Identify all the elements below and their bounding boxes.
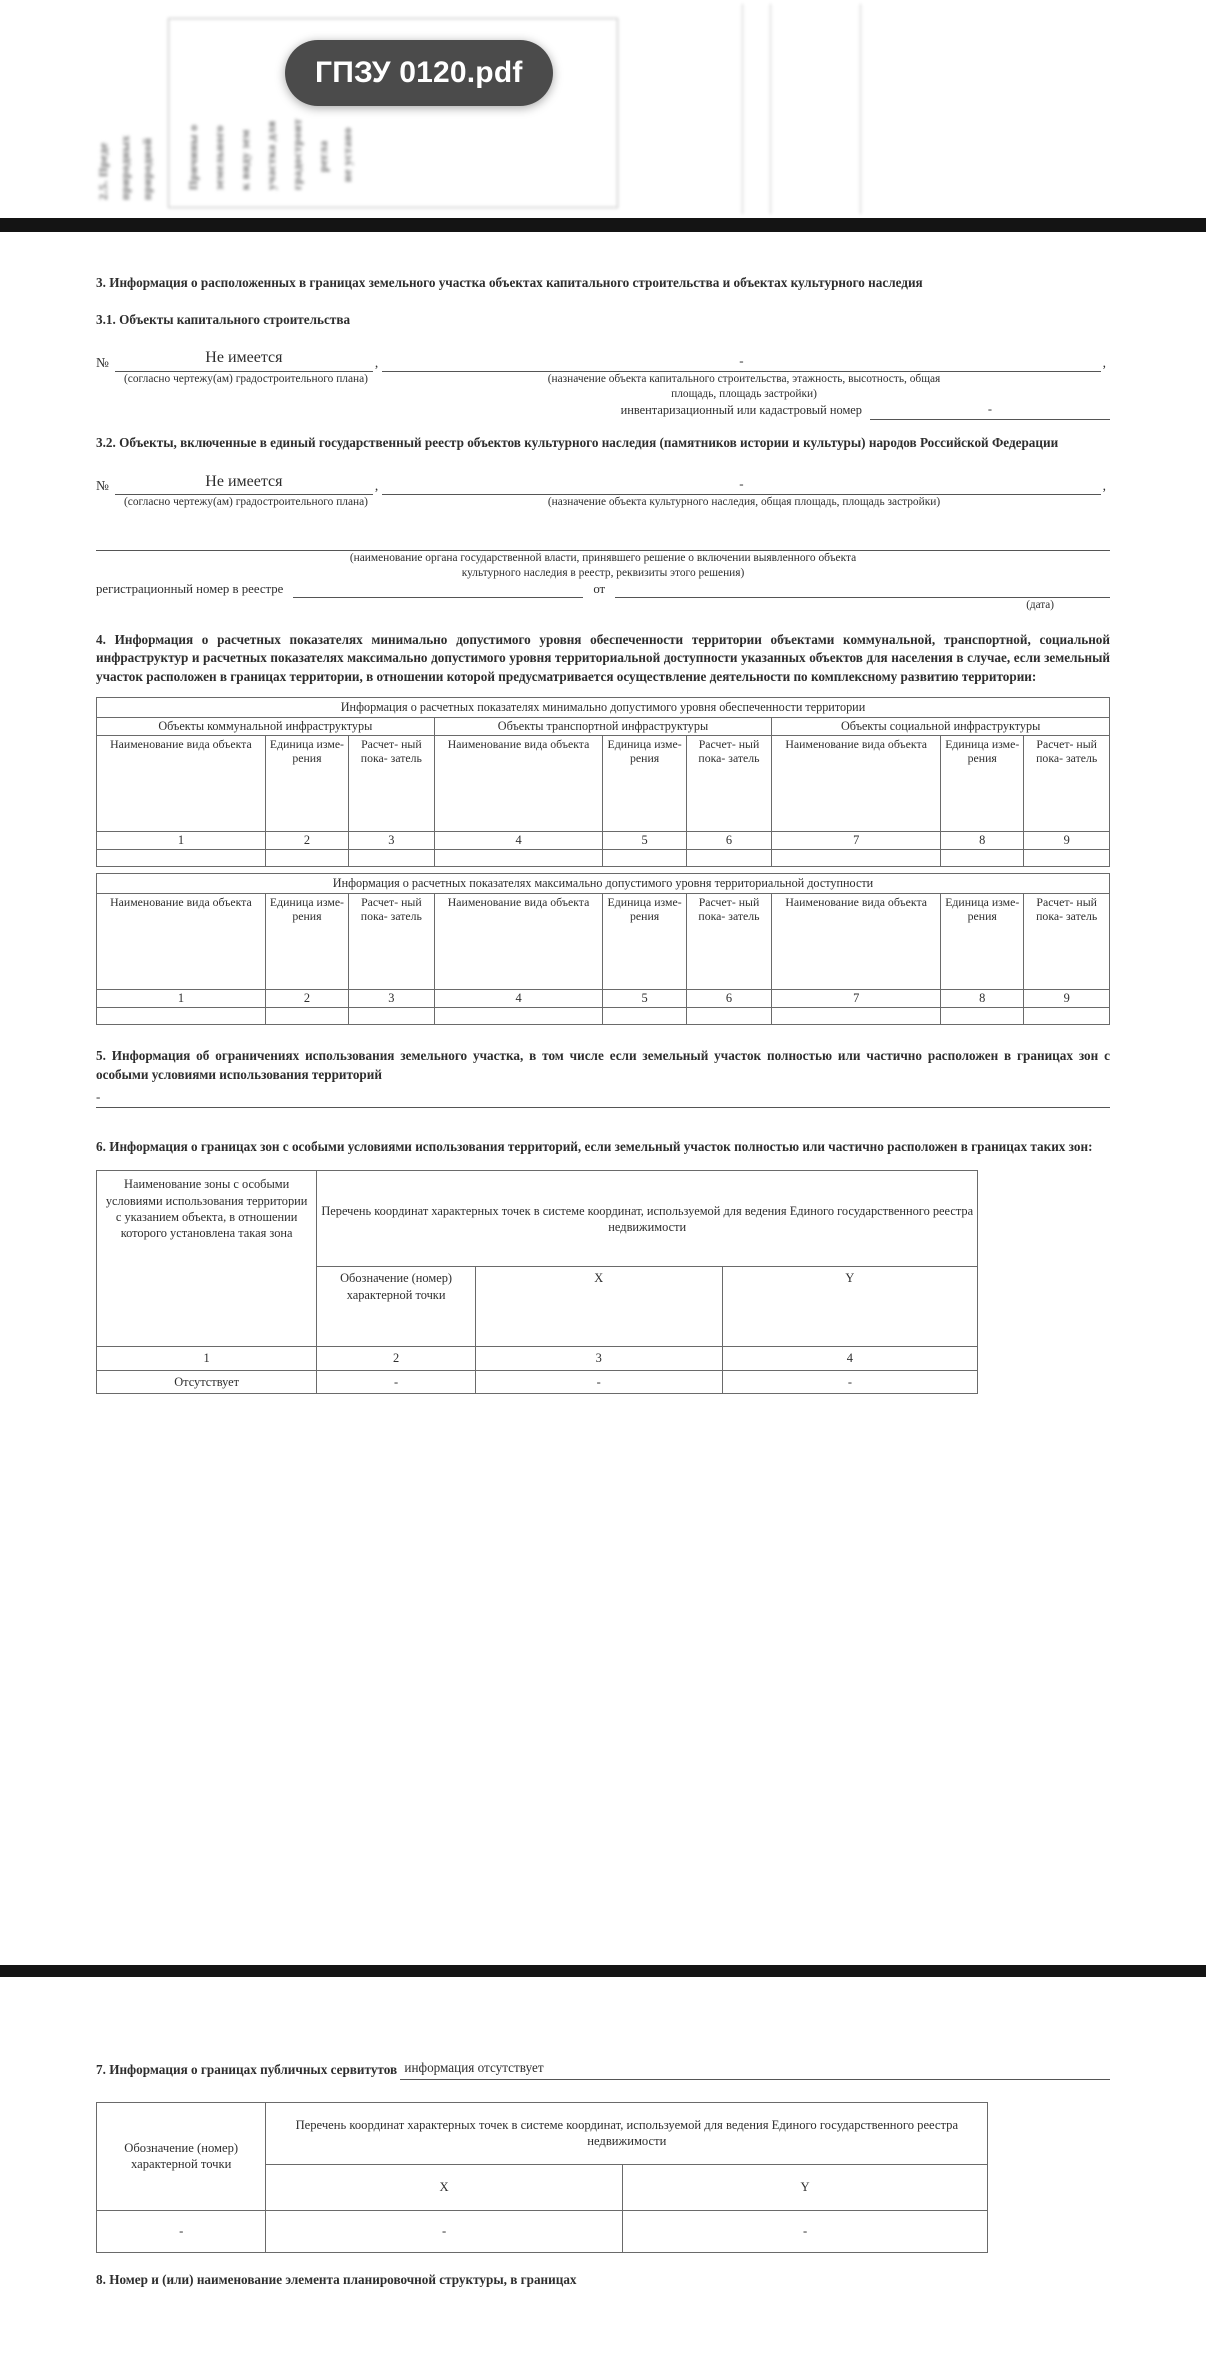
min-col-header-1: Единица изме- рения xyxy=(265,735,348,831)
section-7-tail-rule xyxy=(548,2079,1110,2080)
max-num-4: 5 xyxy=(603,989,686,1007)
section-5-heading: 5. Информация об ограничениях использования земельного участка, в том числе если земельный участок полностью или частично расположен в границах зон с особыми условиями использования территорий xyxy=(96,1047,1110,1082)
page-gap-1 xyxy=(0,218,1206,232)
page-1-rot-label-4: земельного xyxy=(212,125,226,190)
caption-3-2-right: (назначение объекта культурного наследия, общая площадь, площадь застройки) xyxy=(547,496,941,509)
max-col-header-6: Наименование вида объекта xyxy=(772,893,941,989)
max-num-3: 4 xyxy=(434,989,603,1007)
page-1-faint-content xyxy=(0,0,1206,220)
min-col-header-7: Единица изме- рения xyxy=(941,735,1024,831)
servitude-cell-0-2: - xyxy=(622,2210,987,2252)
min-group-1: Объекты транспортной инфраструктуры xyxy=(434,717,772,735)
max-indicators-table xyxy=(96,873,1110,1025)
zone-num-1: 2 xyxy=(317,1347,476,1370)
caption-3-1-right-line1: (назначение объекта капитального строительства, этажность, высотность, общая xyxy=(547,373,941,386)
zone-cell-0-1: - xyxy=(317,1370,476,1393)
max-table-band-title: Информация о расчетных показателях максимально допустимого уровня территориальной доступности xyxy=(97,873,1110,893)
page-1-rot-label-5: к виду зем xyxy=(238,129,252,190)
table-row xyxy=(97,831,1110,849)
max-empty-cell xyxy=(434,1007,603,1024)
max-empty-cell xyxy=(603,1007,686,1024)
authority-caption-line1: (наименование органа государственной власти, принявшего решение о включении выявленного объекта xyxy=(349,552,857,565)
comma-end-3-1: , xyxy=(1102,355,1106,371)
max-col-header-8: Расчет- ный пока- затель xyxy=(1024,893,1110,989)
comma-3-2: , xyxy=(374,478,379,494)
servitude-cell-0-0: - xyxy=(97,2210,266,2252)
max-col-header-0: Наименование вида объекта xyxy=(97,893,266,989)
servitude-cell-0-1: - xyxy=(266,2210,623,2252)
inventory-number-line xyxy=(96,401,1110,420)
registry-from-label: от xyxy=(593,582,606,597)
caption-3-1-left: (согласно чертежу(ам) градостроительного плана) xyxy=(124,373,368,386)
zone-cell-0-3: - xyxy=(722,1370,978,1393)
min-num-2: 3 xyxy=(349,831,435,849)
min-empty-cell xyxy=(941,849,1024,866)
page-1-rot-label-3: Причины о xyxy=(186,124,200,190)
page-1-col-rule-2 xyxy=(770,4,771,214)
min-empty-cell xyxy=(603,849,686,866)
registry-number-line xyxy=(96,580,1110,598)
page-1-rot-label-9: не устано xyxy=(340,127,354,182)
servitude-coordinates-table xyxy=(96,2102,988,2253)
max-num-5: 6 xyxy=(686,989,772,1007)
number-sign-3-1: № xyxy=(96,355,109,371)
min-group-0: Объекты коммунальной инфраструктуры xyxy=(97,717,435,735)
zone-cell-0-2: - xyxy=(475,1370,722,1393)
min-col-header-0: Наименование вида объекта xyxy=(97,735,266,831)
page-1-rot-label-2: природной xyxy=(140,137,154,200)
page-1-rot-label-1: природных xyxy=(118,135,132,200)
filename-toast xyxy=(285,40,553,106)
zone-num-0: 1 xyxy=(97,1347,317,1370)
max-empty-cell xyxy=(941,1007,1024,1024)
min-col-header-8: Расчет- ный пока- затель xyxy=(1024,735,1110,831)
min-empty-cell xyxy=(97,849,266,866)
table-row xyxy=(97,717,1110,735)
max-col-header-3: Наименование вида объекта xyxy=(434,893,603,989)
page-1-rot-label-7: градостроит xyxy=(290,118,304,190)
min-num-8: 9 xyxy=(1024,831,1110,849)
zone-sub-header-2: Y xyxy=(722,1267,978,1347)
max-num-6: 7 xyxy=(772,989,941,1007)
table-row xyxy=(97,1370,978,1393)
pdf-page-1 xyxy=(0,0,1206,220)
inventory-number-value: - xyxy=(870,401,1110,420)
table-row xyxy=(97,989,1110,1007)
max-col-header-4: Единица изме- рения xyxy=(603,893,686,989)
comma-3-1: , xyxy=(374,355,379,371)
min-table-band-title: Информация о расчетных показателях минимально допустимого уровня обеспеченности территории xyxy=(97,697,1110,717)
zones-coordinates-table xyxy=(96,1170,978,1393)
section-6-heading: 6. Информация о границах зон с особыми условиями использования территорий, если земельный участок полностью или частично расположен в границах таких зон: xyxy=(96,1138,1093,1154)
min-empty-cell xyxy=(772,849,941,866)
min-num-4: 5 xyxy=(603,831,686,849)
number-sign-3-2: № xyxy=(96,478,109,494)
zone-sub-header-1: X xyxy=(475,1267,722,1347)
max-empty-cell xyxy=(686,1007,772,1024)
capital-objects-purpose-value: - xyxy=(382,352,1100,372)
section-3-1-heading: 3.1. Объекты капитального строительства xyxy=(96,311,351,327)
zone-col1-header: Наименование зоны с особыми условиями использования территории с указанием объекта, в отношении которого установлена такая зона xyxy=(97,1171,317,1347)
table-row xyxy=(97,2102,988,2164)
caption-3-1-right-line2: площадь, площадь застройки) xyxy=(671,387,817,400)
min-empty-cell xyxy=(1024,849,1110,866)
min-col-header-3: Наименование вида объекта xyxy=(434,735,603,831)
section-3-2-heading: 3.2. Объекты, включенные в единый государственный реестр объектов культурного наследия (памятников истории и культуры) народов Российской Федерации xyxy=(96,434,1059,450)
capital-objects-value: Не имеется xyxy=(115,347,373,372)
max-empty-cell xyxy=(349,1007,435,1024)
zone-coords-header: Перечень координат характерных точек в системе координат, используемой для ведения Единого государственного реестра недвижимости xyxy=(317,1171,978,1267)
heritage-objects-value: Не имеется xyxy=(115,471,373,496)
servitude-sub-header-1: Y xyxy=(622,2164,987,2210)
max-empty-cell xyxy=(265,1007,348,1024)
max-col-header-2: Расчет- ный пока- затель xyxy=(349,893,435,989)
inventory-number-label: инвентаризационный или кадастровый номер xyxy=(620,403,862,418)
pdf-page-2 xyxy=(0,232,1206,1965)
page-1-col-rule-1 xyxy=(742,4,743,214)
registry-number-value xyxy=(293,597,583,598)
min-col-header-4: Единица изме- рения xyxy=(603,735,686,831)
comma-end-3-2: , xyxy=(1102,478,1106,494)
caption-3-2-left: (согласно чертежу(ам) градостроительного плана) xyxy=(124,496,368,509)
max-num-0: 1 xyxy=(97,989,266,1007)
section-7-line xyxy=(96,2059,1110,2080)
table-row xyxy=(97,2210,988,2252)
min-col-header-2: Расчет- ный пока- затель xyxy=(349,735,435,831)
section-7-heading: 7. Информация о границах публичных сервитутов xyxy=(96,2062,398,2077)
min-group-2: Объекты социальной инфраструктуры xyxy=(772,717,1110,735)
min-empty-cell xyxy=(434,849,603,866)
max-num-8: 9 xyxy=(1024,989,1110,1007)
page-1-col-rule-3 xyxy=(860,4,861,214)
zone-sub-header-0: Обозначение (номер) характерной точки xyxy=(317,1267,476,1347)
section-8-heading: 8. Номер и (или) наименование элемента планировочной структуры, в границах xyxy=(96,2271,577,2287)
min-col-header-5: Расчет- ный пока- затель xyxy=(686,735,772,831)
max-col-header-7: Единица изме- рения xyxy=(941,893,1024,989)
zone-num-3: 4 xyxy=(722,1347,978,1370)
table-row xyxy=(97,697,1110,717)
min-empty-cell xyxy=(686,849,772,866)
max-num-1: 2 xyxy=(265,989,348,1007)
zone-num-2: 3 xyxy=(475,1347,722,1370)
min-num-6: 7 xyxy=(772,831,941,849)
min-col-header-6: Наименование вида объекта xyxy=(772,735,941,831)
pdf-page-3 xyxy=(0,1977,1206,2374)
max-empty-cell xyxy=(772,1007,941,1024)
section-4-heading: 4. Информация о расчетных показателях минимально допустимого уровня обеспеченности территории объектами коммунальной, транспортной, социальной инфраструктур и расчетных показателях максимально допустимого уровня территориальной доступности указанных объектов для населения в случае, если земельный участок расположен в границах территории, в отношении которой предусматривается осуществление деятельности по комплексному развитию территории: xyxy=(96,631,1110,685)
servitude-sub-header-0: X xyxy=(266,2164,623,2210)
table-row xyxy=(97,893,1110,989)
table-row xyxy=(97,873,1110,893)
page-1-rot-label-6: участка для xyxy=(264,120,278,190)
registry-number-label: регистрационный номер в реестре xyxy=(96,582,284,597)
section-5-value: - xyxy=(96,1089,101,1105)
max-empty-cell xyxy=(1024,1007,1110,1024)
table-row xyxy=(97,1007,1110,1024)
filename-toast-label: ГПЗУ 0120.pdf xyxy=(315,56,523,89)
max-num-7: 8 xyxy=(941,989,1024,1007)
authority-caption-line2: культурного наследия в реестр, реквизиты этого решения) xyxy=(461,566,745,579)
section-7-value: информация отсутствует xyxy=(400,2059,547,2080)
max-num-2: 3 xyxy=(349,989,435,1007)
table-row xyxy=(97,735,1110,831)
max-col-header-5: Расчет- ный пока- затель xyxy=(686,893,772,989)
page-gap-2 xyxy=(0,1965,1206,1977)
min-empty-cell xyxy=(265,849,348,866)
min-indicators-table xyxy=(96,697,1110,867)
date-caption: (дата) xyxy=(1026,599,1054,612)
table-row xyxy=(97,1171,978,1267)
max-empty-cell xyxy=(97,1007,266,1024)
min-num-1: 2 xyxy=(265,831,348,849)
heritage-objects-purpose-value: - xyxy=(382,475,1100,495)
section-3-1-fill-row xyxy=(96,347,1110,372)
page-1-rot-label-8: регла xyxy=(316,140,330,172)
section-3-heading: 3. Информация о расположенных в границах земельного участка объектах капитального строительства и объектах культурного наследия xyxy=(96,275,923,290)
min-num-7: 8 xyxy=(941,831,1024,849)
servitude-col1-header: Обозначение (номер) характерной точки xyxy=(97,2102,266,2210)
servitude-coords-header: Перечень координат характерных точек в системе координат, используемой для ведения Единого государственного реестра недвижимости xyxy=(266,2102,988,2164)
min-empty-cell xyxy=(349,849,435,866)
table-row xyxy=(97,1347,978,1370)
page-1-rot-label-0: 2.5. Преде xyxy=(96,142,110,200)
min-num-3: 4 xyxy=(434,831,603,849)
min-num-5: 6 xyxy=(686,831,772,849)
min-num-0: 1 xyxy=(97,831,266,849)
zone-cell-0-0: Отсутствует xyxy=(97,1370,317,1393)
section-3-2-fill-row xyxy=(96,471,1110,496)
table-row xyxy=(97,849,1110,866)
max-col-header-1: Единица изме- рения xyxy=(265,893,348,989)
